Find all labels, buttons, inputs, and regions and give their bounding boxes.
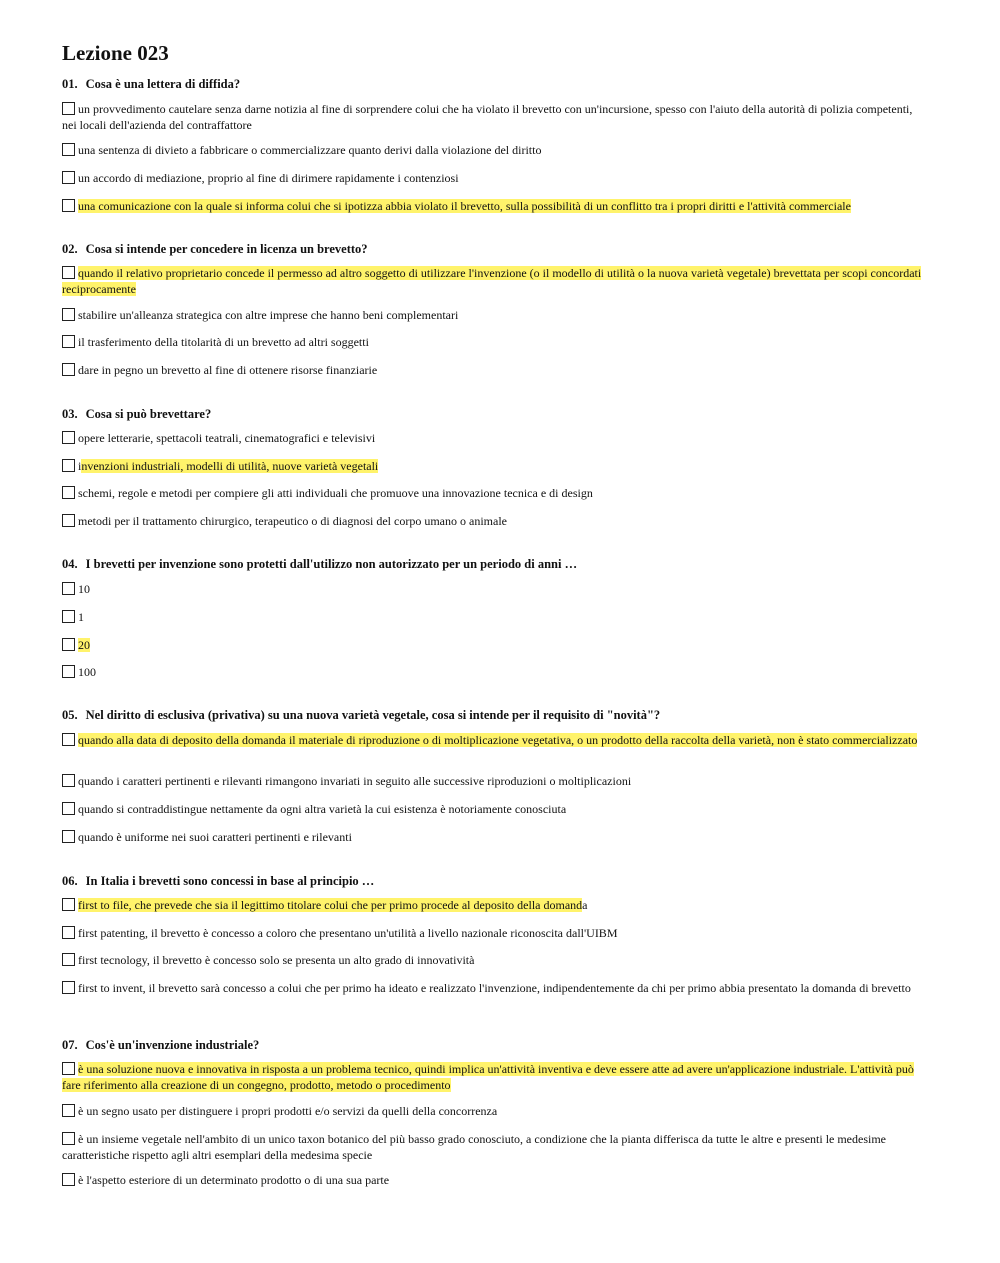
option-text: il trasferimento della titolarità di un brevetto ad altri soggetti <box>78 335 369 349</box>
answer-checkbox[interactable] <box>62 308 75 321</box>
answer-checkbox[interactable] <box>62 1132 75 1145</box>
answer-option <box>62 199 930 215</box>
question-text: Cos'è un'invenzione industriale? <box>85 1038 260 1052</box>
option-text: una sentenza di divieto a fabbricare o commercializzare quanto derivi dalla violazione del diritto <box>78 143 542 157</box>
option-text: opere letterarie, spettacoli teatrali, cinematografici e televisivi <box>78 431 376 445</box>
answer-option <box>62 171 930 187</box>
answer-option <box>62 981 930 997</box>
option-text-pre: i <box>78 459 82 473</box>
answer-checkbox[interactable] <box>62 143 75 156</box>
option-text-highlight: una comunicazione con la quale si informa colui che si ipotizza abbia violato il brevetto, sulla possibilità di un conflitto tra i propri diritti e l'attività commerciale <box>78 199 851 213</box>
option-text: quando è uniforme nei suoi caratteri pertinenti e rilevanti <box>78 830 352 844</box>
answer-option <box>62 926 930 942</box>
option-text: stabilire un'alleanza strategica con altre imprese che hanno beni complementari <box>78 308 459 322</box>
question-number: 02. <box>62 242 78 256</box>
answer-checkbox[interactable] <box>62 486 75 499</box>
question-number: 05. <box>62 708 78 722</box>
option-text-highlight: 20 <box>78 638 90 652</box>
answer-option <box>62 486 930 502</box>
option-text-highlight: nvenzioni industriali, modelli di utilità, nuove varietà vegetali <box>81 459 379 473</box>
answer-option <box>62 733 930 749</box>
question-heading <box>62 76 240 92</box>
option-text: dare in pegno un brevetto al fine di ottenere risorse finanziarie <box>78 363 378 377</box>
answer-checkbox[interactable] <box>62 102 75 115</box>
answer-option <box>62 953 930 969</box>
question-heading <box>62 1037 259 1053</box>
answer-option <box>62 582 930 598</box>
question-heading <box>62 707 660 723</box>
answer-checkbox[interactable] <box>62 1062 75 1075</box>
answer-checkbox[interactable] <box>62 171 75 184</box>
answer-checkbox[interactable] <box>62 638 75 651</box>
question-heading <box>62 556 577 572</box>
answer-checkbox[interactable] <box>62 610 75 623</box>
option-text-highlight: è una soluzione nuova e innovativa in risposta a un problema tecnico, quindi implica un'attività inventiva e deve essere atte ad avere un'applicazione industriale. L'attività può fare riferimento alla creazione di un congegno, prodotto, metodo o procedimento <box>62 1062 914 1092</box>
question-text: Cosa si intende per concedere in licenza un brevetto? <box>85 242 368 256</box>
option-text: metodi per il trattamento chirurgico, terapeutico o di diagnosi del corpo umano o animale <box>78 514 507 528</box>
answer-checkbox[interactable] <box>62 363 75 376</box>
question-number: 06. <box>62 874 78 888</box>
question-text: Cosa è una lettera di diffida? <box>85 77 241 91</box>
answer-option <box>62 665 930 681</box>
answer-checkbox[interactable] <box>62 733 75 746</box>
answer-checkbox[interactable] <box>62 898 75 911</box>
answer-checkbox[interactable] <box>62 582 75 595</box>
option-text: a <box>582 898 588 912</box>
answer-checkbox[interactable] <box>62 830 75 843</box>
option-text: 100 <box>78 665 96 679</box>
option-text: quando i caratteri pertinenti e rilevanti rimangono invariati in seguito alle successive riproduzioni o moltiplicazioni <box>78 774 632 788</box>
answer-option <box>62 363 930 379</box>
option-text: è l'aspetto esteriore di un determinato prodotto o di una sua parte <box>78 1173 390 1187</box>
answer-checkbox[interactable] <box>62 1104 75 1117</box>
option-text: un provvedimento cautelare senza darne notizia al fine di sorprendere colui che ha violato il brevetto con un'incursione, spesso con l'aiuto della autorità di polizia competenti, nei locali dell'azienda del contraffattore <box>62 102 913 132</box>
question-text: Cosa si può brevettare? <box>85 407 212 421</box>
option-text: schemi, regole e metodi per compiere gli atti individuali che promuove una innovazione tecnica e di design <box>78 486 593 500</box>
option-text: first to invent, il brevetto sarà concesso a colui che per primo ha ideato e realizzato l'invenzione, indipendentemente da chi per primo abbia presentato la domanda di brevetto <box>78 981 911 995</box>
option-text: 1 <box>78 610 84 624</box>
option-text-highlight: quando alla data di deposito della domanda il materiale di riproduzione o di moltiplicazione vegetativa, o un prodotto della raccolta della varietà, non è stato commercializzato <box>78 733 918 747</box>
answer-checkbox[interactable] <box>62 335 75 348</box>
answer-option <box>62 1132 930 1163</box>
answer-checkbox[interactable] <box>62 1173 75 1186</box>
answer-checkbox[interactable] <box>62 802 75 815</box>
answer-checkbox[interactable] <box>62 266 75 279</box>
answer-option <box>62 335 930 351</box>
answer-option <box>62 266 930 297</box>
answer-option <box>62 102 930 133</box>
answer-option <box>62 638 930 654</box>
answer-option <box>62 514 930 530</box>
answer-option <box>62 308 930 324</box>
answer-option <box>62 830 930 846</box>
option-text: first tecnology, il brevetto è concesso solo se presenta un alto grado di innovatività <box>78 953 475 967</box>
answer-checkbox[interactable] <box>62 665 75 678</box>
answer-checkbox[interactable] <box>62 459 75 472</box>
answer-checkbox[interactable] <box>62 431 75 444</box>
answer-checkbox[interactable] <box>62 953 75 966</box>
question-text: Nel diritto di esclusiva (privativa) su una nuova varietà vegetale, cosa si intende per il requisito di "novità"? <box>85 708 661 722</box>
answer-checkbox[interactable] <box>62 926 75 939</box>
question-text: In Italia i brevetti sono concessi in base al principio … <box>85 874 375 888</box>
answer-option <box>62 1062 930 1093</box>
option-text: quando si contraddistingue nettamente da ogni altra varietà la cui esistenza è notoriamente conosciuta <box>78 802 567 816</box>
question-heading <box>62 241 368 257</box>
option-text-highlight: quando il relativo proprietario concede il permesso ad altro soggetto di utilizzare l'invenzione (o il modello di utilità o la nuova varietà vegetale) brevettata per scopi concordati reciprocamente <box>62 266 922 296</box>
answer-option <box>62 610 930 626</box>
option-text: first patenting, il brevetto è concesso a coloro che presentano un'utilità a livello nazionale riconoscita dall'UIBM <box>78 926 618 940</box>
answer-checkbox[interactable] <box>62 514 75 527</box>
option-text: è un segno usato per distinguere i propri prodotti e/o servizi da quelli della concorrenza <box>78 1104 498 1118</box>
answer-checkbox[interactable] <box>62 981 75 994</box>
question-heading <box>62 873 374 889</box>
question-number: 01. <box>62 77 78 91</box>
answer-option <box>62 1173 930 1189</box>
question-number: 03. <box>62 407 78 421</box>
answer-checkbox[interactable] <box>62 199 75 212</box>
option-text-highlight: first to file, che prevede che sia il legittimo titolare colui che per primo procede al deposito della domand <box>78 898 583 912</box>
lesson-title: Lezione 023 <box>62 41 169 65</box>
option-text: è un insieme vegetale nell'ambito di un unico taxon botanico del più basso grado conosciuto, a condizione che la pianta differisca da tutte le altre e presenti le medesime caratteristiche rispetto agli altri esemplari della medesima specie <box>62 1132 887 1162</box>
question-heading <box>62 406 211 422</box>
answer-option <box>62 431 930 447</box>
option-text: 10 <box>78 582 90 596</box>
answer-option <box>62 1104 930 1120</box>
question-number: 04. <box>62 557 78 571</box>
answer-option <box>62 459 930 475</box>
question-number: 07. <box>62 1038 78 1052</box>
option-text: un accordo di mediazione, proprio al fine di dirimere rapidamente i contenziosi <box>78 171 459 185</box>
answer-option <box>62 802 930 818</box>
answer-option <box>62 143 930 159</box>
answer-checkbox[interactable] <box>62 774 75 787</box>
question-text: I brevetti per invenzione sono protetti dall'utilizzo non autorizzato per un periodo di anni … <box>85 557 578 571</box>
answer-option <box>62 898 930 914</box>
answer-option <box>62 774 930 790</box>
